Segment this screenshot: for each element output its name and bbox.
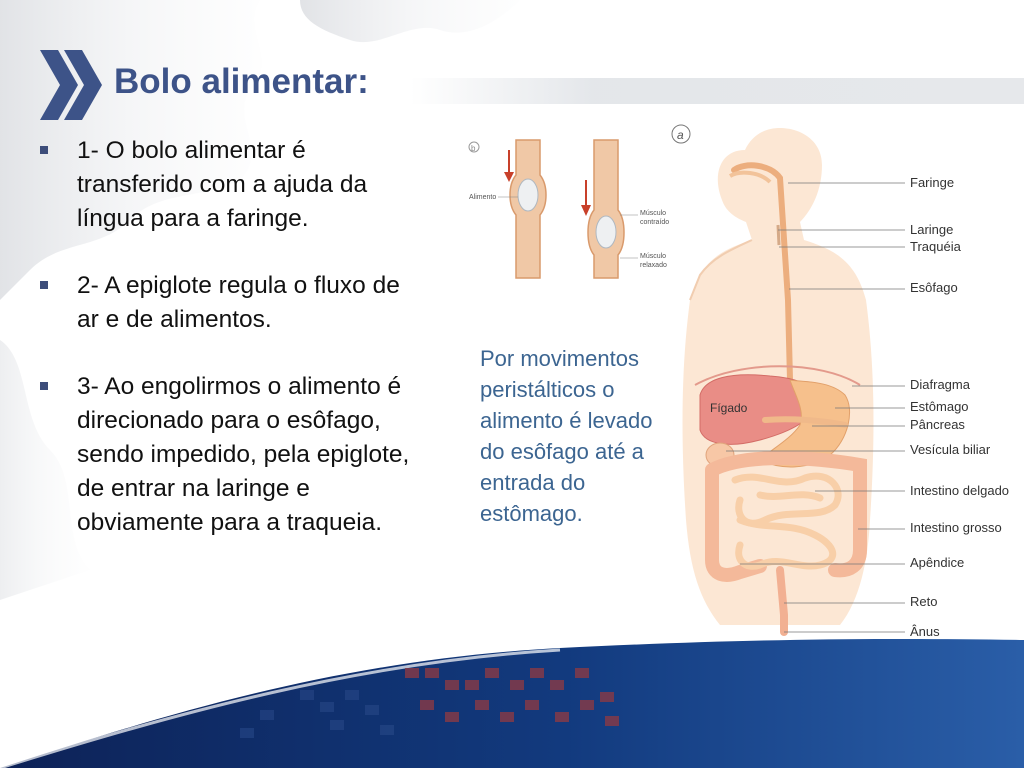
label-laringe: Laringe: [910, 222, 954, 237]
panel-a-marker: a: [677, 128, 684, 142]
double-chevron-icon: [38, 50, 102, 120]
down-arrow-icon: [581, 180, 591, 216]
peristalsis-panel: [469, 140, 669, 278]
down-arrow-icon: [504, 150, 514, 182]
liver-label: Fígado: [710, 401, 748, 415]
label-intestino-delgado: Intestino delgado: [910, 483, 1010, 498]
label-estomago: Estômago: [910, 399, 969, 414]
label-anus: Ânus: [910, 624, 940, 638]
slide-title: Bolo alimentar:: [114, 62, 369, 101]
label-intestino-grosso: Intestino grosso: [910, 520, 1002, 535]
label-alimento: Alimento: [469, 194, 497, 201]
label-musculo-relaxado-1: Músculo: [640, 253, 667, 260]
esophagus-segment-right: [588, 140, 624, 278]
food-bolus-left: [518, 179, 538, 211]
bullet-text: 3- Ao engolirmos o alimento é direcionado para o esôfago, sendo impedido, pela epiglote, de entrar na laringe e obviamente para a traqueia.: [77, 373, 410, 536]
label-musculo-relaxado-2: relaxado: [640, 262, 667, 269]
rectum-shape: [780, 570, 784, 632]
peristalsis-caption: Por movimentos peristálticos o alimento é levado do esôfago até a entrada do estômago.: [480, 346, 653, 526]
label-pancreas: Pâncreas: [910, 417, 965, 432]
label-diafragma: Diafragma: [910, 377, 970, 392]
bullet-item: [40, 370, 420, 540]
label-esofago: Esôfago: [910, 280, 958, 295]
bullet-item: [40, 134, 420, 236]
label-faringe: Faringe: [910, 175, 955, 190]
bullet-square-icon: [40, 146, 48, 154]
bullet-square-icon: [40, 281, 48, 289]
footer-wave-band: [0, 630, 1024, 768]
digestive-system-illustration: [440, 118, 1024, 638]
panel-b-marker: b: [471, 144, 476, 153]
label-apendice: Apêndice: [910, 555, 965, 570]
bullet-square-icon: [40, 382, 48, 390]
label-traqueia: Traquéia: [910, 239, 961, 254]
label-reto: Reto: [910, 594, 938, 609]
bullet-list: [40, 134, 420, 573]
bullet-item: [40, 269, 420, 337]
title-bar-decoration: [410, 78, 1024, 104]
food-bolus-right: [596, 216, 616, 248]
label-musculo-contraido-1: Músculo: [640, 210, 667, 217]
bullet-text: 1- O bolo alimentar é transferido com a ajuda da língua para a faringe.: [77, 137, 368, 232]
bullet-text: 2- A epiglote regula o fluxo de ar e de alimentos.: [77, 272, 400, 333]
label-musculo-contraido-2: contraído: [640, 219, 670, 226]
label-vesicula-biliar: Vesícula biliar: [910, 442, 991, 457]
